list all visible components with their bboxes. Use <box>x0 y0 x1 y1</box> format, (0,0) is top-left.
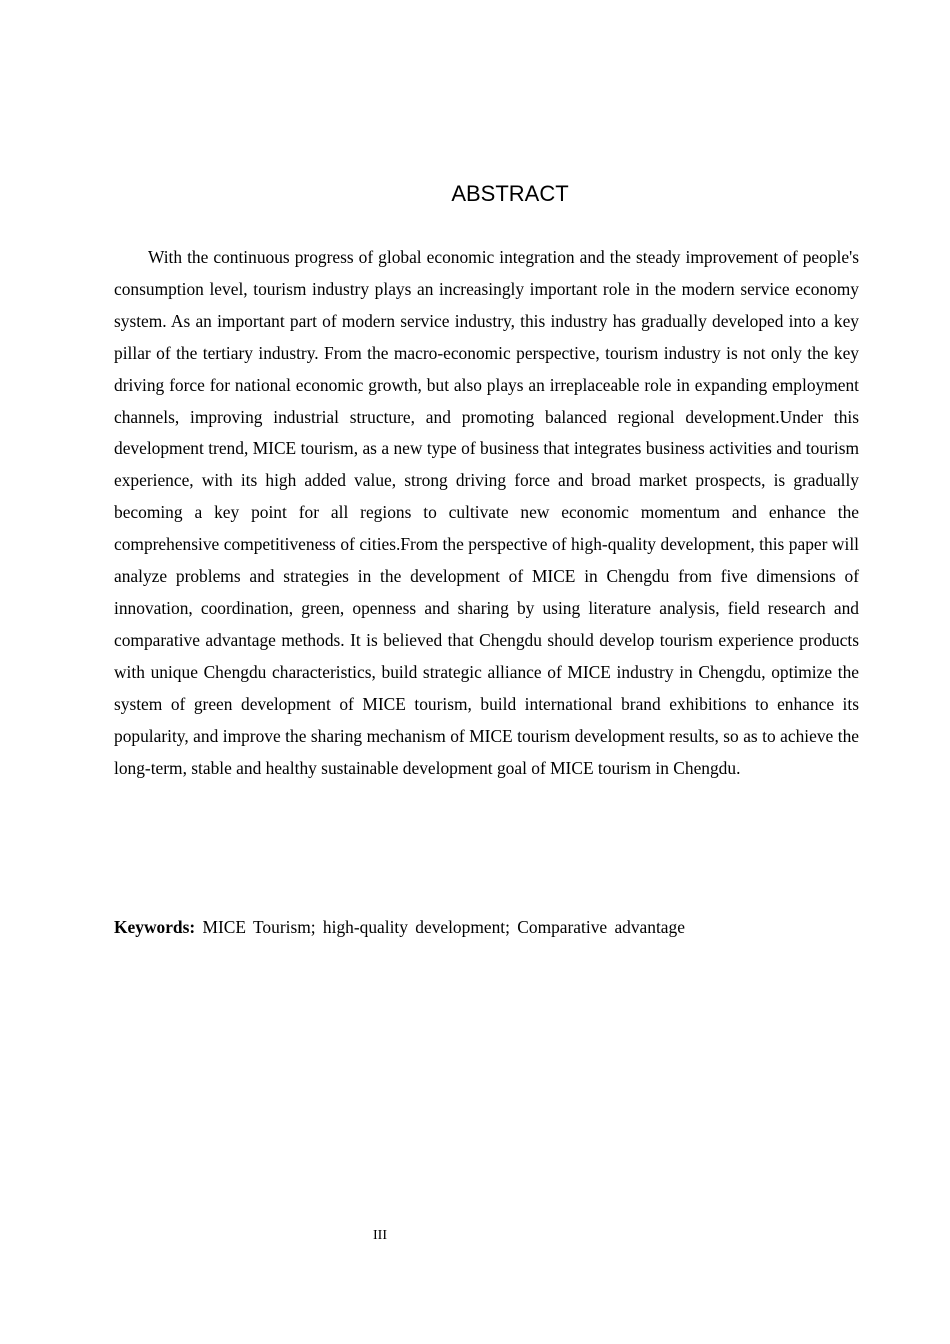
keywords-text: MICE Tourism; high-quality development; Comparative advantage <box>202 917 685 937</box>
abstract-title: ABSTRACT <box>451 181 569 206</box>
keywords-line <box>114 912 859 944</box>
page-number: III <box>373 1228 387 1243</box>
keywords-label: Keywords: <box>114 917 196 937</box>
abstract-body: With the continuous progress of global economic integration and the steady improvement of people's consumption level, tourism industry plays an increasingly important role in the modern service economy system. As an important part of modern service industry, this industry has gradually developed into a key pillar of the tertiary industry. From the macro-economic perspective, tourism industry is not only the key driving force for national economic growth, but also plays an irreplaceable role in expanding employment channels, improving industrial structure, and promoting balanced regional development.Under this development trend, MICE tourism, as a new type of business that integrates business activities and tourism experience, with its high added value, strong driving force and broad market prospects, is gradually becoming a key point for all regions to cultivate new economic momentum and enhance the comprehensive competitiveness of cities.From the perspective of high-quality development, this paper will analyze problems and strategies in the development of MICE in Chengdu from five dimensions of innovation, coordination, green, openness and sharing by using literature analysis, field research and comparative advantage methods. It is believed that Chengdu should develop tourism experience products with unique Chengdu characteristics, build strategic alliance of MICE industry in Chengdu, optimize the system of green development of MICE tourism, build international brand exhibitions to enhance its popularity, and improve the sharing mechanism of MICE tourism development results, so as to achieve the long-term, stable and healthy sustainable development goal of MICE tourism in Chengdu. <box>114 247 859 778</box>
